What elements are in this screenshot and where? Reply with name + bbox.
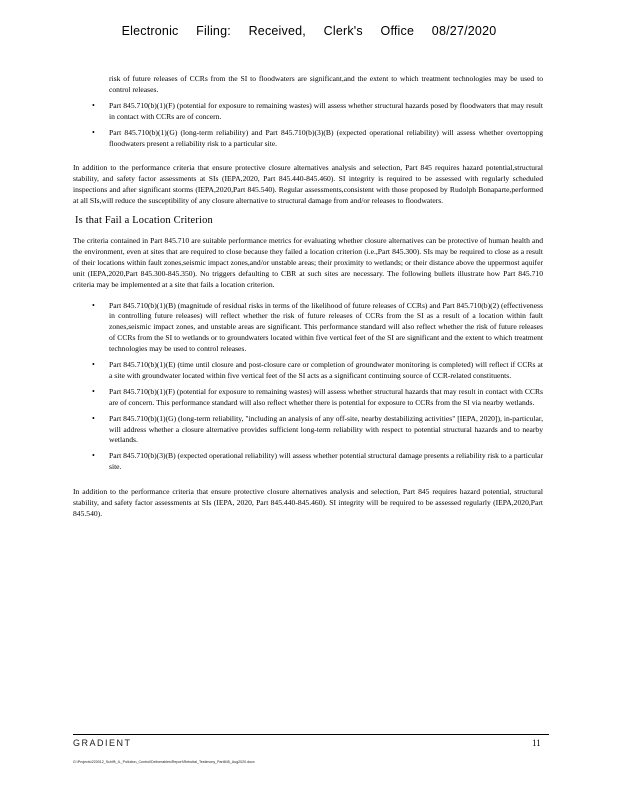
paragraph: In addition to the performance criteria that ensure protective closure alternatives analysis and selection, Part 845 requires hazard potential, structural stability, and safety factor assessments at SIs (IEPA, 2020, Part 845.440-845.460). SI integrity will be required to be assessed regularly (IEPA,2020,Part 845.540).: [73, 487, 543, 518]
document-body: [73, 74, 543, 520]
list-item: • Part 845.710(b)(1)(F) (potential for exposure to remaining wastes) will assess whether structural hazards that may result in contact with CCRs are of concern. This performance standard will also reflect whether there is potential for exposure to CCRs from the SI via nearby wetlands.: [73, 387, 543, 409]
list-item: • Part 845.710(b)(1)(E) (time until closure and post-closure care or completion of groundwater monitoring is completed) will reflect if CCRs at a site with groundwater located within five vertical feet of the SI acts as a significant continuing source of CCR-related constituents.: [73, 360, 543, 382]
footer-divider: [73, 734, 549, 735]
file-path: G:\Projects\220012_Schiff\_IL_Pollution_Control\Deliverables\Report\Rebuttal_Testimony_Part845_Aug2020.docx: [73, 760, 255, 764]
gradient-logo: GRADIENT: [73, 738, 132, 748]
paragraph: The criteria contained in Part 845.710 are suitable performance metrics for evaluating whether closure alternatives can be protective of human health and the environment, even at sites that are required to close because they failed a location criterion (i.e.,Part 845.300). SIs may be required to close as a result of their locations within fault zones,seismic impact zones,and/or unstable areas; their proximity to wetlands; or their distance above the uppermost aquifer unit (IEPA,2020,Part 845.300-845.350). No triggers defaulting to CBR at such sites are necessary. The following bullets illustrate how Part 845.710 criteria may be implemented at a site that fails a location criterion.: [73, 235, 543, 289]
bullet-list-2: [73, 301, 543, 474]
filing-header: Electronic Filing: Received, Clerk's Office 08/27/2020: [121, 24, 497, 38]
list-item: • Part 845.710(b)(3)(B) (expected operational reliability) will assess whether potential structural damage presents a reliability risk to a particular site.: [73, 451, 543, 473]
list-item: • Part 845.710(b)(1)(F) (potential for exposure to remaining wastes) will assess whether structural hazards posed by floodwaters that may result in contact with CCRs are of concern.: [73, 101, 543, 123]
paragraph: In addition to the performance criteria that ensure protective closure alternatives analysis and selection, Part 845 requires hazard potential,structural stability, and safety factor assessments at SIs (IEPA,2020, Part 845.440-845.460). SI integrity is required to be assessed with regularly scheduled inspections and after significant storms (IEPA,2020,Part 845.540). Regular assessments,consistent with those proposed by Rudolph Bonaparte,performed at all SIs,will reduce the susceptibility of any closure alternative to structural damage from and/or releases to floodwaters.: [73, 163, 543, 206]
bullet-list-1: [73, 101, 543, 150]
continued-bullet-text: risk of future releases of CCRs from the SI to floodwaters are significant,and the extent to which treatment technologies may be used to control releases.: [109, 74, 543, 94]
section-heading: Is that Fail a Location Criterion: [75, 215, 213, 227]
list-item: • Part 845.710(b)(1)(B) (magnitude of residual risks in terms of the likelihood of future releases of CCRs) and Part 845.710(b)(2) (effectiveness in controlling future releases) will reflect whether the risk of future releases of CCRs from the SI as a result of a location within fault zones,seismic impact zones, and unstable areas are significant. This performance standard will also reflect whether the risk of future releases of CCRs from the SI to wetlands or to groundwaters located within five vertical feet of the SI are significant and the extent to which treatment technologies may be used to control releases.: [73, 301, 543, 356]
page-number: 11: [532, 738, 541, 748]
list-item: • Part 845.710(b)(1)(G) (long-term reliability, "including an analysis of any off-site, nearby destabilizing activities" [IEPA, 2020]), in-particular, will address whether a closure alternative provides sufficient long-term reliability with respect to potential structural hazards and to nearby wetlands.: [73, 414, 543, 447]
list-item: • Part 845.710(b)(1)(G) (long-term reliability) and Part 845.710(b)(3)(B) (expected operational reliability) will assess whether overtopping floodwaters present a reliability risk to a particular site.: [73, 128, 543, 150]
